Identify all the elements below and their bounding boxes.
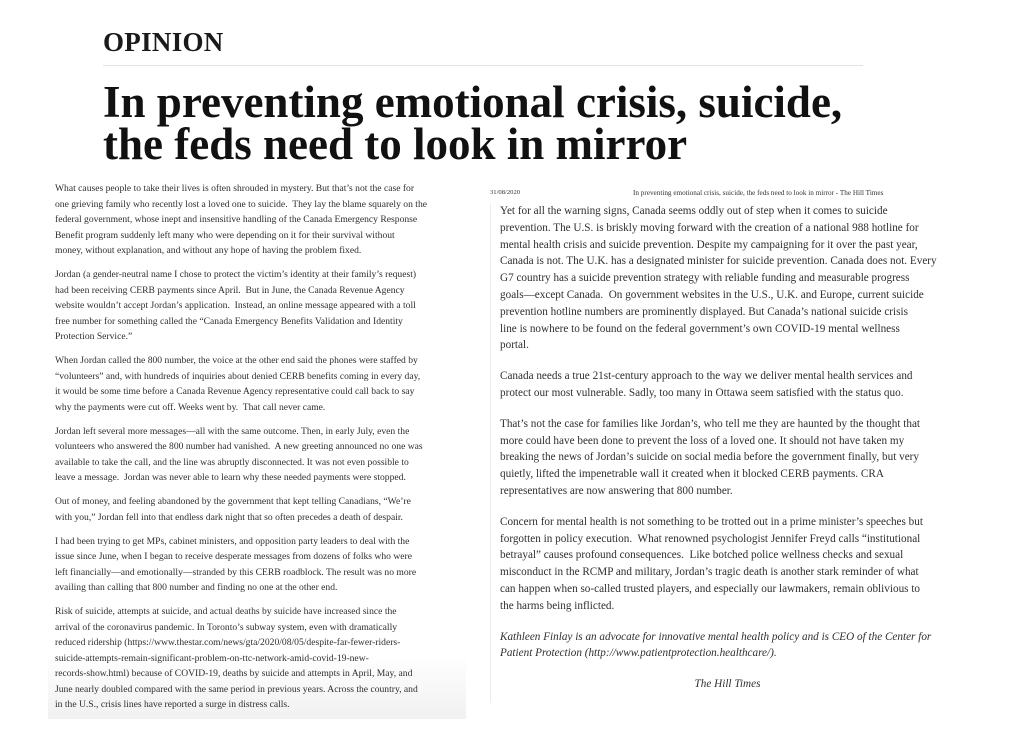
text-line: Risk of suicide, attempts at suicide, and actual deaths by suicide have increased since the xyxy=(55,606,397,617)
left-article-column xyxy=(48,180,466,719)
article-paragraph xyxy=(500,514,960,615)
text-line: available to take the call, and the line was abruptly disconnected. It was not even possible to xyxy=(55,456,409,468)
text-line: prevention hotline numbers are prominently displayed. But Canada’s national suicide crisis xyxy=(500,305,908,318)
text-line: “volunteers” and, with hundreds of inquiries about denied CERB benefits coming in every day, xyxy=(55,370,421,382)
article-paragraph xyxy=(55,534,466,596)
article-paragraph xyxy=(55,494,466,525)
text-line: reduced ridership (https://www.thestar.com/news/gta/2020/08/05/despite-far-fewer-riders- xyxy=(55,637,401,648)
print-date: 31/08/2020 xyxy=(490,189,521,196)
article-headline xyxy=(103,77,843,169)
headline-line: In preventing emotional crisis, suicide, xyxy=(103,77,843,127)
article-paragraph xyxy=(55,181,466,259)
text-line: forgotten in policy execution. What renowned psychologist Jennifer Freyd calls “institutional xyxy=(500,532,921,545)
text-line: free number for something called the “Canada Emergency Benefits Validation and Identity xyxy=(55,315,403,327)
article-paragraph xyxy=(500,368,960,402)
text-line: why the payments were cut off. Weeks went by. That call never came. xyxy=(55,401,326,413)
text-line: had been receiving CERB payments since April. But in June, the Canada Revenue Agency xyxy=(55,284,405,296)
text-line: Patient Protection (http://www.patientprotection.healthcare/). xyxy=(500,647,777,660)
article-paragraph xyxy=(55,353,466,415)
text-line: Canada is not. The U.K. has a designated minister for suicide prevention. Canada does not. Every xyxy=(500,255,937,268)
text-line: misconduct in the RCMP and military, Jordan’s tragic death is another stark reminder of what xyxy=(500,566,919,579)
text-line: When Jordan called the 800 number, the voice at the other end said the phones were staffed by xyxy=(55,355,418,366)
text-line: Canada needs a true 21st-century approach to the way we deliver mental health services and xyxy=(500,370,913,383)
text-line: left financially—and emotionally—stranded by this CERB roadblock. The result was no more xyxy=(55,566,417,578)
article-paragraph xyxy=(55,267,466,345)
headline-line: the feds need to look in mirror xyxy=(103,119,688,169)
text-line: mental health crisis and suicide prevention. Despite my campaigning for it over the past year, xyxy=(500,238,918,251)
text-line: Protection Service.” xyxy=(55,331,133,342)
publication-source: The Hill Times xyxy=(694,678,761,691)
text-line: Benefit program suddenly left many who were depending on it for their survival without xyxy=(55,229,395,241)
section-label: OPINION xyxy=(103,27,224,57)
text-line: Kathleen Finlay is an advocate for innovative mental health policy and is CEO of the Center for xyxy=(500,630,932,643)
text-line: volunteers who answered the 800 number had vanished. A new greeting announced no one was xyxy=(55,441,423,452)
text-line: line is nowhere to be found on the federal government’s own COVID-19 mental wellness xyxy=(500,322,900,335)
text-line: issue since June, when I began to receive desperate messages from dozens of folks who were xyxy=(55,551,412,562)
text-line: arrival of the coronavirus pandemic. In Toronto’s subway system, even with dramatically xyxy=(55,621,398,633)
article-paragraph xyxy=(55,604,466,713)
text-line: can happen when so-called trusted players, and especially our lawmakers, remain oblivious to xyxy=(500,582,921,595)
text-line: in the U.S., crisis lines have reported a surge in distress calls. xyxy=(55,699,290,710)
text-line: leave a message. Jordan was never able to learn why these needed payments were stopped. xyxy=(55,472,406,483)
article-paragraph xyxy=(55,424,466,486)
text-line: the harms being inflicted. xyxy=(500,599,615,612)
text-line: Concern for mental health is not something to be trotted out in a prime minister’s speeches but xyxy=(500,515,923,528)
text-line: June nearly doubled compared with the same period in previous years. Across the country, and xyxy=(55,683,418,695)
text-line: Out of money, and feeling abandoned by the government that kept telling Canadians, “We’re xyxy=(55,496,411,507)
text-line: records-show.html) because of COVID-19, deaths by suicide and attempts in April, May, and xyxy=(55,668,413,679)
text-line: protect our most vulnerable. Sadly, too many in Ottawa seem satisfied with the status quo. xyxy=(500,386,904,399)
text-line: representatives are now answering that 800 number. xyxy=(500,484,733,497)
print-header-title: In preventing emotional crisis, suicide, the feds need to look in mirror - The Hill Times xyxy=(633,189,884,197)
text-line: more could have been done to prevent the loss of a loved one. It should not have taken my xyxy=(500,434,905,447)
text-line: suicide-attempts-remain-significant-problem-on-ttc-network-amid-covid-19-new- xyxy=(55,652,369,664)
text-line: website wouldn’t accept Jordan’s application. Instead, an online message appeared with a toll xyxy=(55,300,416,311)
right-article-column xyxy=(500,203,960,693)
text-line: portal. xyxy=(500,339,529,352)
article-paragraph xyxy=(500,416,960,500)
text-line: it would be some time before a Canada Revenue Agency representative could call back to say xyxy=(55,386,415,397)
text-line: I had been trying to get MPs, cabinet ministers, and opposition party leaders to deal with the xyxy=(55,535,410,547)
author-bio xyxy=(500,629,960,663)
text-line: availing than calling that 800 number and finding no one at the other end. xyxy=(55,582,338,593)
article-paragraph xyxy=(500,203,960,354)
text-line: goals—except Canada. On government websites in the U.S., U.K. and Europe, current suicide xyxy=(500,288,924,301)
text-line: What causes people to take their lives is often shrouded in mystery. But that’s not the case for xyxy=(55,183,415,194)
text-line: federal government, whose inept and insensitive handling of the Canada Emergency Response xyxy=(55,214,418,225)
section-divider xyxy=(103,65,863,66)
text-line: one grieving family who recently lost a loved one to suicide. They lay the blame squarely on the xyxy=(55,198,428,210)
text-line: G7 country has a suicide prevention strategy with reliable funding and measurable progress xyxy=(500,272,910,285)
text-line: with you,” Jordan fell into that endless dark night that so often precedes a death of despair. xyxy=(55,511,403,523)
text-line: Yet for all the warning signs, Canada seems oddly out of step when it comes to suicide xyxy=(500,205,888,217)
column-divider xyxy=(490,203,491,703)
text-line: Jordan (a gender-neutral name I chose to protect the victim’s identity at their family’s request) xyxy=(55,269,417,280)
text-line: quietly, lifted the impenetrable wall it created when it blocked CERB payments. CRA xyxy=(500,468,884,481)
text-line: That’s not the case for families like Jordan’s, who tell me they are haunted by the thought that xyxy=(500,417,921,430)
text-line: money, without explanation, and without any hope of having the problem fixed. xyxy=(55,245,362,256)
text-line: breaking the news of Jordan’s suicide on social media before the government finally, but very xyxy=(500,451,919,464)
text-line: Jordan left several more messages—all with the same outcome. Then, in early July, even the xyxy=(55,425,410,437)
text-line: betrayal” causes profound consequences. Like botched police wellness checks and sexual xyxy=(500,549,904,562)
text-line: prevention. The U.S. is briskly moving forward with the creation of a national 988 hotline for xyxy=(500,221,919,234)
